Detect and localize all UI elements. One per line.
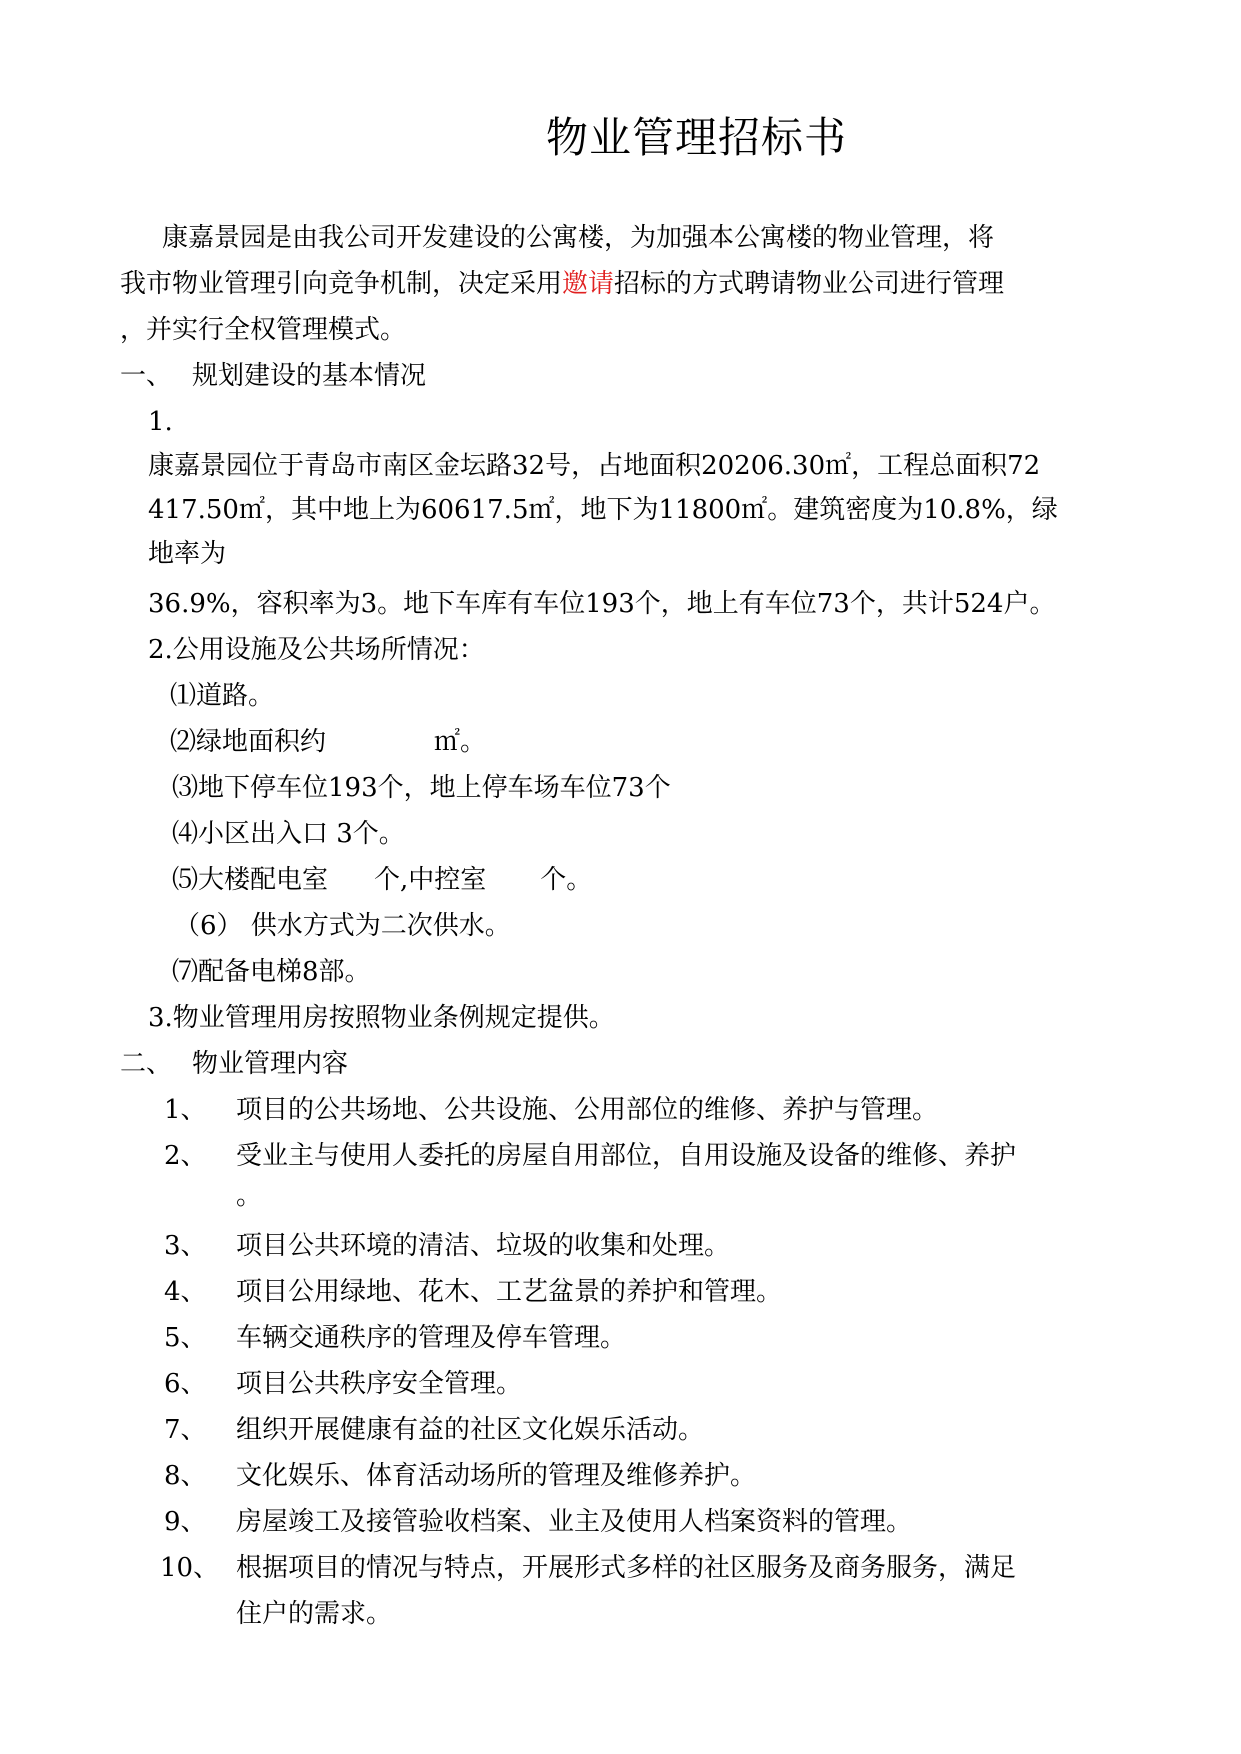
list-item-number: 2、 [164, 1141, 207, 1171]
section-2-number: 二、 [120, 1049, 173, 1079]
list-item-continuation: 。 [236, 1181, 263, 1211]
list-item: 根据项目的情况与特点，开展形式多样的社区服务及商务服务，满足 [236, 1553, 1017, 1583]
list-item-number: 1、 [164, 1095, 207, 1125]
intro-line-2: 我市物业管理引向竞争机制，决定采用邀请招标的方式聘请物业公司进行管理 [120, 269, 1005, 299]
facility-item: ⑴道路。 [170, 681, 275, 711]
facility-item: （6） 供水方式为二次供水。 [174, 911, 511, 941]
facility-item: ⑷小区出入口 3个。 [172, 819, 405, 849]
list-item-number: 7、 [164, 1415, 207, 1445]
paragraph-line: 地率为 [148, 539, 227, 569]
list-item-number: 4、 [164, 1277, 207, 1307]
highlighted-word: 邀请 [562, 269, 615, 299]
list-item-number: 6、 [164, 1369, 207, 1399]
list-item: 项目公共环境的清洁、垃圾的收集和处理。 [236, 1231, 731, 1261]
list-item: 项目的公共场地、公共设施、公用部位的维修、养护与管理。 [236, 1095, 939, 1125]
list-item-continuation: 住户的需求。 [236, 1599, 393, 1629]
list-item-number: 5、 [164, 1323, 207, 1353]
paragraph-line: 36.9%，容积率为3。地下车库有车位193个，地上有车位73个，共计524户。 [148, 589, 1056, 619]
section-1-heading: 规划建设的基本情况 [192, 361, 427, 391]
paragraph-line: 417.50㎡，其中地上为60617.5㎡，地下为11800㎡。建筑密度为10.8%，绿 [148, 495, 1058, 525]
subsection-2-heading: 2.公用设施及公共场所情况： [148, 635, 485, 665]
list-item: 受业主与使用人委托的房屋自用部位，自用设施及设备的维修、养护 [236, 1141, 1017, 1171]
intro-line-3: ，并实行全权管理模式。 [120, 315, 407, 345]
list-item: 房屋竣工及接管验收档案、业主及使用人档案资料的管理。 [236, 1507, 913, 1537]
facility-item: ⑶地下停车位193个，地上停车场车位73个 [172, 773, 671, 803]
subsection-3-heading: 3.物业管理用房按照物业条例规定提供。 [148, 1003, 615, 1033]
list-item-number: 3、 [164, 1231, 207, 1261]
section-2-heading: 物业管理内容 [192, 1049, 349, 1079]
list-item-number: 8、 [164, 1461, 207, 1491]
list-item: 项目公共秩序安全管理。 [236, 1369, 523, 1399]
paragraph-line: 康嘉景园位于青岛市南区金坛路32号，占地面积20206.30㎡，工程总面积72 [148, 451, 1041, 481]
section-1-number: 一、 [120, 361, 173, 391]
subsection-1-label: 1. [148, 407, 173, 437]
list-item-number: 9、 [164, 1507, 207, 1537]
list-item: 文化娱乐、体育活动场所的管理及维修养护。 [236, 1461, 757, 1491]
list-item: 车辆交通秩序的管理及停车管理。 [236, 1323, 627, 1353]
intro-line-1: 康嘉景园是由我公司开发建设的公寓楼，为加强本公寓楼的物业管理，将 [162, 223, 995, 253]
facility-item: ⑺配备电梯8部。 [172, 957, 371, 987]
list-item: 项目公用绿地、花木、工艺盆景的养护和管理。 [236, 1277, 783, 1307]
facility-item: ⑵绿地面积约 ㎡。 [170, 727, 487, 757]
document-title: 物业管理招标书 [546, 113, 848, 162]
facility-item: ⑸大楼配电室 个,中控室 个。 [172, 865, 593, 895]
list-item-number: 10、 [160, 1553, 220, 1583]
list-item: 组织开展健康有益的社区文化娱乐活动。 [236, 1415, 705, 1445]
